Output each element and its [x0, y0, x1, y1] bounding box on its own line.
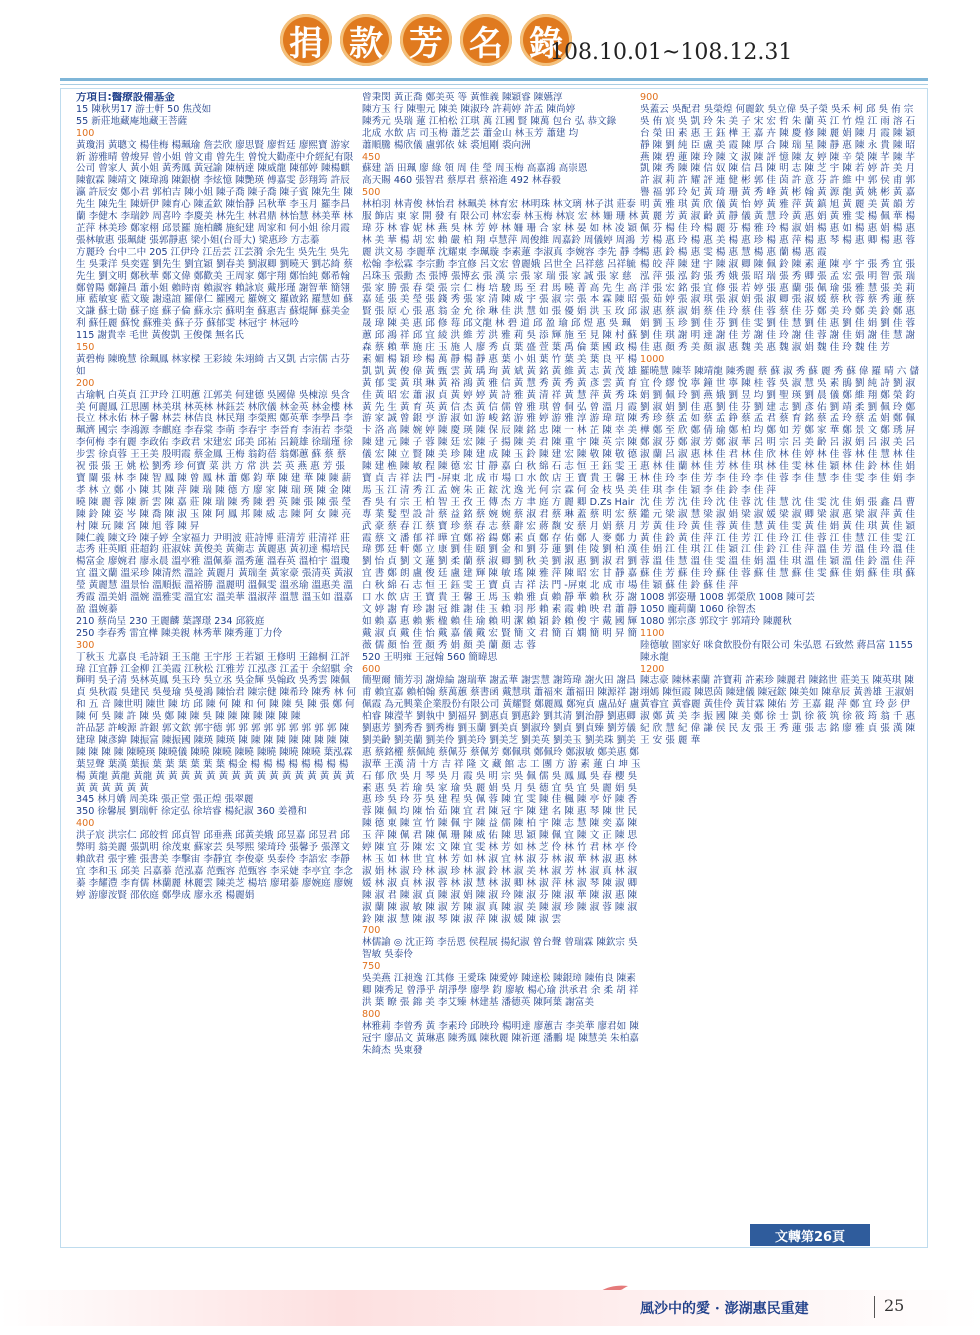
amount-heading: 800 — [362, 1008, 381, 1020]
donor-list: 林雅莉 李曾秀 黃 李素玲 邱映玲 楊明達 廖蕙吉 李美華 廖君如 陳冠宇 廖品文 黃琳惠 陳秀鳳 陳秋麗 陳祈運 潘鵬 堤 陳慧美 朱柏嘉 朱綺杰 吳東發 — [362, 1020, 639, 1056]
donor-list: 北成 水飲 店 司玉梅 蕭芝芸 蕭金山 林玉芳 蕭建 均 — [362, 127, 579, 139]
footer-band — [0, 1290, 980, 1326]
amount-heading: 500 — [362, 187, 381, 199]
donor-list: 古瑜帆 白英貞 江尹玲 江明蕙 江郭美 何建德 吳國偉 吳棟涼 吳含美 何麗鳳 江思團 林美琪 林英林 林鈺芸 林欣儀 林金英 林金樓 林長立 林永佑 林子馨 林芸 林佶良 林民翔 李榮熙 鄭英華 李學昌 李珮濟 國宗 李鴻源 李麒庭 李春棠 李萌 李春宇 李晉育 李洧若 李榮 李何梅 李有麗 李政佑 李政君 宋建宏 邱美 邱祐 呂鏡雄 徐瑞瑾 徐步雲 徐貞蓉 王王美 殷明霞 蔡金鳳 王梅 翁鈞蓓 翁鄭蕙 蘇 蔡 蔡 祝 張 張 王 姚 松 劉秀 珍 何寶 菜 洪 方 常 洪 芸 英 燕 惠 芳 張 寶 闌 張 林 李 陳 智 鳳 陳 曾 鳳 林 蕭 鄭 鈞 華 陳 建 華 陳 陳 薪 孝 林 立 鄭 小 陳 其 陳 萍 陳 瑞 陳 德 方 廖 家 陳 瑞 瑛 陳 金 陳 曉 陳 麗 蓉 陳 新 雲 陳 嘉 莊 陳 瑞 陳 秀 陳 碧 英 陳 張 陳 張 瑩 陳 鈴 陳 姿 岑 陳 喬 陳 淑 玉 陳 阿 鳳 邦 陳 威 志 陳 阿 女 陳 亮 村 陳 玩 陳 宮 陳 旭 蓉 陳 昇 — [76, 389, 353, 532]
amount-heading: 400 — [76, 818, 95, 830]
continue-on-page-label: 文轉第26頁 — [750, 1224, 870, 1246]
donor-list: 吳蓋云 吳配君 吳榮煌 何麗欽 吳立偉 吳子榮 吳禾 柯 邱 吳 侑 宗 吳 侑 宸 吳 凱 玲 朱 美 子 宋 宏 哲 朱 蘭 英 江 竹 煌 江 雨 溶 石 台 榮 田 素 惠 王 鈺 樺 王 嘉 卉 陳 慶 修 陳 麗 娟 陳 月 霞 陳 穎 靜 陳 劉 純 臣 盧 美 霞 陳 厚 合 陳 瑞 星 陳 靜 惠 陳 永 貴 陳 昭 燕 陳 碧 蓮 陳 玲 陳 文 淑 陳 評 憶 陳 友 婷 陳 辛 榮 陳 芊 陳 芊 凱 陳 秀 陳 陳 信 奴 陳 信 昌 陳 明 志 陳 芝 宇 陳 若 婷 許 美 月 許 淑 莉 許 耀 評 連 健 彬 郭 佳 茵 許 意 芬 許 維 中 郭 侯 甫 郭 譽 福 郭 玲 妃 黃 琦 珊 黃 秀 峰 黃 彬 翰 黃 源 龍 黃 姚 彬 黃 嘉 明 黃 雅 琪 黃 欣 儀 黃 怡 婷 黃 雅 萍 黃 鎮 旭 黃 麗 美 黃 韻 芳 黃 麗 芳 黃 淑 齡 黃 靜 儀 黃 慧 玲 黃 惠 娟 黃 雅 雯 楊 佩 華 楊 佩 芬 楊 佳 玲 楊 麗 芬 楊 雅 玲 楊 淑 娟 楊 惠 如 楊 惠 娟 楊 惠 芳 楊 惠 玲 楊 惠 美 楊 惠 珍 楊 惠 萍 楊 惠 琴 楊 惠 卿 楊 惠 蓉 楊 惠 鈴 楊 惠 雯 楊 惠 慧 楊 惠 蘭 楊 惠 霞 — [640, 103, 916, 258]
title-rule-thin — [60, 84, 928, 85]
donor-list: 洪子宸 洪宗仁 邱皎哲 邱貞智 邱垂燕 邱黃美娥 邱昱嘉 邱昱君 邱弊明 翁美麗 張凱明 徐茂東 蘇家芸 吳琴熙 梁琦玲 張馨予 張澤文 賴歆君 張宇雅 張書美 李擊宙 李靜宜 李俊豪 吳泰伶 李語宏 李靜宜 李和玉 邱美 呂嘉蓁 范泓嘉 范甄容 范甄容 李采婕 李亭宜 李念蓁 李耀澧 李育儒 林蘭麗 林麗雲 陳美芝 楊培 廖珺蓁 廖婉庭 廖婉婷 游廖洝賢 邵依庭 鄭學成 廖永丞 楊麗娟 — [76, 830, 353, 901]
donor-list: 林柏羽 林青俊 林怡君 林珮美 林育宏 林明珠 林文璃 林子淇 莊泰服 飾店 東 家 開 發 有 限公司 林宏泰 林玉梅 林宸 宏 林 姍 珊 林 瑋 芬 林 睿 妮 林 燕 吳 林 芳 婷 林 姍 珊 合 家 林 晏 如 林 凌 穎 林 美 華 楊 胡 宏 賴 嚴 柏 翔 卓慧萍 周俊維 周嘉鈴 周儀婷 周鴻麗 洪文易 李麗華 沈耀東 李珮璇 李素蓮 李淑真 李婉容 李先 靜 李松翰 李松霖 李宗勳 李宜修 呂文宏 曾麗娥 呂世全 呂祥慈 呂祥毓 呂珠玉 張勳 杰 張博 張博玄 張 漢 宗 張 家 瑞 張 家 誠 張 家 慈 張 家 勝 張 春 榮 張 宗 仁 梅 培 駿 馬 至 君 馬 曉 菁 高 先 生 高 嘉 延 張 美 瑩 張 錢 秀 張 家 清 陳 威 宇 張 淑 宗 張 本 霖 陳 昭 賢 張 原 心 張 惠 翁 金 允 徐 琳 佳 洪 慧 如 張 優 娟 洪 玉 玫 邱 晟 瑋 陳 美 惠 邱 修 莓 邱文龍 林 碧 道 邱 盈 瑜 邱 煜 惠 吳 珮 蕙 邱 鴻 祥 邱 宜 綾 洪 維 芳 洪 雅 莉 吳 添 輝 施 至 見 陳 村 蘇 森 蔡 賴 華 施 庄 玉 施 人 廖 秀 貞 葉 盛 萱 葉 禹 倫 葉 國 政 楊 素 媚 楊 穎 珍 楊 萬 靜 楊 靜 惠 葉 小 姐 葉 竹 葉 美 葉 良 平 楊 凱 凱 黃 俊 偉 黃 甄 雲 黃 瑀 珣 黃 斌 黃 銘 黃 維 黃 志 黃 茂 雄 黃 郁 雯 黃 琪 琳 黃 裕 鴻 黃 雅 信 黃 慧 秀 黃 秀 黃 彥 雲 黃 育 佳 黃 昭 宏 蕭 淑 貞 黃 婷 婷 黃 詩 雅 黃 清 祥 黃 慧 萍 黃 秀 珠 黃 先 生 黃 育 英 黃 信 杰 黃 信 儒 曾 雅 琪 曾 侗 弘 曾 溫 月 霞 游 家 誠 曾 銀 亨 游 淑 如 游 峻 銘 游 雅 婷 游 雅 淳 游 瑋 瑄 陳 卡 洛 高 陳 婉 婷 陳 慶 瑛 陳 保 辰 陳 銘 忠 陳 一 林 芷 陳 幸 美 陳 建 元 陳 子 蓉 陳 廷 宏 陳 子 揚 陳 美 君 陳 重 宇 陳 英 宗 陳 儀 宏 陳 立 賢 陳 美 珍 陳 建 成 陳 玉 鈴 陳 建 宏 陳 敬 陳 敬 德 陳 建 樵 陳 敏 程 陳 德 宏 甘 靜 嘉 白 秋 綿 石 志 恒 王 鈺 雯 王 寶 貞 吉 祥 法 門 -屏東 北 成 市 場 口 水 飲 店 王 寶 貴 王 馨 王 馬 玉 江 清 秀 江 孟 婉 朱 正 鋐 沈 逸 光 何 宗 霖 何 金 枝 吳 美 香 吳 有 宗 王 柏 智 王 孜 王 傳 杰 方 聿 庭 方 麗 卿 D.Zs Hair 專 業 髮 型 設 計 蔡 益 銘 蔡 婉 婉 蔡 淑 君 蔡 琳 蓋 蔡 明 宏 蔡 武 豪 蔡 春 江 蔡 寶 珍 蔡 春 志 蔡 辭 宏 蔣 馥 安 蔡 月 娟 蔡 月 霞 蔡 文 潘 郁 祥 曄 宜 鄭 裕 鍚 鄭 素 貞 鄭 存 佑 鄭 人 麥 鄭 力 瑋 鄧 廷 軒 鄭 立 康 劉 佳 頤 劉 金 和 劉 芬 蓮 劉 佳 陵 劉 柏 漢 劉 怡 貞 劉 文 蓮 劉 柔 蘭 蔡 淑 卿 劉 秋 美 劉 淑 惠 劉 淑 君 劉 宜 書 鄭 朗 盧 俊 廷 盧 建 輝 陳 敏 瑤 陳 雅 萍 陳 昭 宏 甘 靜 嘉 白 秋 綿 石 志 恒 王 鈺 雯 王 寶 貞 吉 祥 法 門 -屏東 北 成 市 場 口 水 飲 店 王 寶 貴 王 馨 王 馬 玉 賴 雅 貞 賴 靜 華 賴 秋 芬 謝 文 婷 謝 育 珍 謝 冠 維 謝 佳 玉 賴 羽 彤 賴 素 霞 賴 映 君 蕭 靜 如 賴 嘉 惠 賴 紫 楹 賴 佳 瑜 賴 明 潔 賴 穎 鈴 賴 俊 宇 戴 國 輝 戴 淑 貞 戴 佳 怡 戴 嘉 儀 戴 宏 賢 簡 文 君 簡 百 嫻 簡 明 昇 簡 薇 儒 顏 怡 萱 顏 秀 娟 顏 美 蘭 顏 志 蓉 — [362, 199, 642, 651]
title-bar — [0, 0, 980, 80]
title-char-0: 捐 — [280, 14, 332, 66]
amount-heading: 1200 — [640, 663, 665, 675]
date-range: 108.10.01~108.12.31 — [550, 40, 793, 65]
donor-list: 1080 郭宗彥 郭玟宇 郭靖玲 陳麗秋 — [640, 615, 792, 627]
donor-list: 210 蔡尚呈 230 王麗麟 葉譯璟 234 邱筱庭 — [76, 615, 265, 627]
donor-list: 沈 佳 芳 沈 佳 玲 沈 佳 蓉 沈 佳 慧 沈 佳 雯 沈 佳 娟 張 鑫 昌 曹 鑑 元 梁 淑 慧 梁 淑 娟 梁 淑 媛 梁 淑 卿 梁 淑 惠 梁 淑 萍 黃 佳 芳 黃 佳 玲 黃 佳 蓉 黃 佳 慧 黃 佳 雯 黃 佳 娟 黃 佳 琪 黃 佳 穎 黃 佳 鈴 黃 佳 萍 江 佳 芳 江 佳 玲 江 佳 蓉 江 佳 慧 江 佳 雯 江 佳 娟 江 佳 琪 江 佳 穎 江 佳 鈴 江 佳 萍 溫 佳 芳 溫 佳 玲 溫 佳 蓉 溫 佳 慧 溫 佳 雯 溫 佳 娟 溫 佳 琪 溫 佳 穎 溫 佳 鈴 溫 佳 萍 蘇 佳 芳 蘇 佳 玲 蘇 佳 蓉 蘇 佳 慧 蘇 佳 雯 蘇 佳 娟 蘇 佳 琪 蘇 佳 穎 蘇 佳 鈴 蘇 佳 萍 — [640, 496, 916, 592]
footer-title: 風沙中的愛 · 澎湖惠民重建 — [640, 1301, 809, 1317]
amount-heading: 100 — [76, 127, 95, 139]
fund-heading: 方項目:醫療設備基金 — [76, 92, 175, 103]
donor-list: 黃碧梅 陳晚慧 徐珮鳳 林家樑 王彩綾 朱翊綺 古又凱 古宗儒 古芬如 — [76, 353, 350, 377]
donor-list: 陳秀元 吳瑞 蓮 江柏松 江琪 萬 江國 賢 陳萬 包台 弘 恭文錄 — [362, 115, 617, 127]
footer-separator — [874, 1296, 875, 1318]
donor-list: 蘇建 語 田珮 廖 綠 領 周 佳 瑩 周玉梅 高嘉鴻 高崇恩 — [362, 163, 588, 175]
title-chars — [280, 14, 572, 66]
title-char-2: 芳 — [400, 14, 452, 66]
title-char-3: 名 — [460, 14, 512, 66]
donor-list: 丁秋玉 尤嘉良 毛詩穎 王玉龍 王宇彤 王若穎 王修明 王錦桐 江評瑋 江宜靜 江金柳 江美霞 江秋松 江雅芳 江泓彥 江孟于 余紹騏 余輝明 吳子清 吳林英鳳 吳玉玲 吳立丞 吳金輝 吳翰政 吳秀雲 陳佩貞 吳秋霞 吳建民 吳曼瑜 吳曼鴻 陳怡君 陳宗健 陳希玲 陳秀 林 何 和 五 音 陳世明 陳世 陳 坊 邱 陳 何 陳 和 何 陳 陳 吳 陳 張 鄭 何 陳 何 吳 陳 許 陳 吳 鄭 陳 陳 吳 陳 陳 陳 陳 陳 陳 陳 — [76, 651, 356, 723]
donor-column-2 — [362, 92, 642, 1242]
donor-list: 林儒諭 ◎ 沈正筠 李岳恩 侯程展 揚紀淑 曾台聲 曾瑞霖 陳欽宗 吳智敏 吳泰伶 — [362, 937, 638, 961]
amount-heading: 600 — [362, 663, 381, 675]
title-rule — [60, 78, 928, 81]
donor-list: 陳方玉 行 陳聖元 陳美 陳淑玲 許莉婷 許孟 陳尚婷 — [362, 103, 576, 115]
donor-column-1 — [76, 92, 356, 1242]
title-char-4: 錄 — [520, 14, 572, 66]
donor-list: 黃瓊涓 黃聰文 楊佳梅 楊珮瑜 詹芸欣 廖思賢 廖哲廷 廖熙寶 游家新 游雅晴 曾焌昇 曾小姐 曾文甫 曾先生 曾悅大勸產中介經紀有限公司 曾家人 黃小姐 黃秀鳳 黃冠諭 陳柄達 陳威龍 陳郁婷 陳楊麒 陳叡霖 陳靖文 陳瑋鴻 陳銀樹 李炫憶 陳艷瑛 傅嘉雯 彭翔筠 許辰瀛 許辰安 鄭小君 郭柏吉 陳小姐 陳子喬 陳子喬 陳子賓 陳先生 陳先生 陳先生 陳妍伊 陳育心 陳孟欽 陳怡靜 呂秋華 李玉月 羅李昌蘭 李健木 李瑞鈔 周喜吟 李慶美 林先生 林君鼎 林怡慧 林美華 林芷萍 林美珍 鄭家栩 邱景羅 施柏麟 施紀建 周家和 何小姐 徐月霞 張林敏惠 張珮緁 張郭靜惠 梁小姐(台哥大) 梁惠珍 方志蓁 — [76, 139, 354, 246]
amount-heading: 150 — [76, 342, 95, 354]
donor-list: 蕭順騰 楊欣儀 盧郭依 妹 裘旭剛 裘向洲 — [362, 139, 531, 151]
donor-list: 250 李春秀 雷宜樺 陳美親 林秀華 陳秀蓮丁力伶 — [76, 627, 283, 639]
amount-heading: 1100 — [640, 627, 665, 639]
donor-list: 345 林月嬌 周美珠 張正堂 張正煌 張翠麗 — [76, 794, 254, 806]
donor-list: 520 王明雍 王冠翰 560 簡暐思 — [362, 651, 498, 663]
donor-list: 1008 郭姿珊 1008 郭榮欣 1008 陳可芸 — [640, 592, 815, 604]
donor-list: 許品瑟 許峻源 許銀 郭文欽 郭宇德 郭 郭 郭 郭 郭 郭 郭 郭 郭 陳建瑋 陳彥緯 陳振富 陳振國 陳瑛 陳瑛 陳 陳 陳 陳 陳 陳 陳 陳 陳 陳 陳 陳 陳 陳曉瑛 陳曉儀 陳曉 陳曉 陳曉 陳曉 陳曉 陳曉 葉泓霖 葉昱聲 葉漢 葉振 葉 葉 葉 葉 葉 葉 楊金 楊 楊 楊 楊 楊 楊 楊 楊 楊 黃龍 黃龍 黃龍 黃 黃 黃 黃 黃 黃 黃 黃 黃 黃 黃 黃 黃 黃 黃 黃 黃 黃 黃 黃 黃 黃 — [76, 723, 355, 794]
donor-list: 吳美燕 江昶逸 江其修 王愛珠 陳愛婷 陳達松 陳銀璋 陳侑良 陳素卿 陳秀足 曾淨乎 胡淨學 廖學 鈞 廖敏 楊心瑜 洪承君 余 柔 胡 祥 洪 葉 瞭 張 錦 美 李艾臻 林建基 潘德英 陳阿葉 謝富美 — [362, 973, 639, 1008]
donor-list: 陸德敏 園家好 咪食飲股份有限公司 朱弘恩 石致然 蔣昌富 1155 陳永龍 — [640, 639, 913, 663]
amount-heading: 200 — [76, 377, 95, 389]
page-number: 25 — [884, 1296, 905, 1315]
donor-list: 曾秉閔 黃正喬 鄭美英 等 黃惟義 陳穎睿 陳嬿淳 — [362, 92, 563, 103]
donor-list: 陳仁義 陳文玲 陳子婷 全家福力 尹明波 莊詩博 莊清芳 莊清祥 莊志秀 莊英順 莊超鈞 莊淑妹 黃俊美 黃衛志 黃麗惠 黃初達 楊培民 楊富金 廖婉君 廖永晨 溫亭雅 溫佩蓁 溫秀蓮 溫春英 溫柏宇 溫瓊宜 溫文蘭 溫采珍 陳清然 溫詮 黃麗月 黃瑞奎 黃家豪 張清英 黃淑瑩 黃麗慧 溫景怡 溫順振 溫裕勝 溫麗明 溫佩雯 溫丞瑜 溫惠美 溫秀霞 溫美娟 溫婉 溫雅雯 溫宜宏 溫美華 溫淑萍 溫慧 溫玉如 溫嘉盈 溫婉蓁 — [76, 532, 353, 615]
amount-heading: 700 — [362, 925, 381, 937]
donor-list: 1050 龐莉蘭 1060 徐智杰 — [640, 603, 756, 615]
title-char-1: 款 — [340, 14, 392, 66]
donor-list: 15 陳秋男17 游士軒 50 焦茂如 — [76, 103, 212, 115]
donor-list: 115 謝貴幸 毛世 黃俊凱 王俊傑 無名氏 — [76, 330, 244, 342]
donor-list: 55 新莊地藏庵地藏王菩薩 — [76, 115, 188, 127]
donor-list: 350 徐馨展 劉瑞軒 徐定弘 徐培睿 楊紀淑 360 姜禮和 — [76, 806, 307, 818]
donor-list: 方麗玲 台中二中 205 江伊玲 江岳芸 江芸漪 余先生 吳先生 吳先生 吳秉洋 吳奕霆 劉先生 劉宜穎 劉春美 劉淑卿 劉曉天 劉芯綺 蔡先生 劉文明 鄭秋華 鄭文偉 鄭歡美 王周家 鄭宇翔 鄭怡純 鄭希翰 鄭曾陽 鄭鐘昌 蕭小姐 賴時南 賴淑容 賴詠宸 戴彤瑾 謝智華 簡翎庫 藍敏宴 藍文璇 謝遠誼 羅偉仁 羅國元 羅婉文 羅啟銘 羅慧如 蘇文謙 蘇士勛 蘇子庭 蘇子倫 蘇永宗 蘇明奎 蘇惠吉 蘇焜輝 蘇美金利 蘇任麗 蘇悅 蘇雅美 蘇子芬 蘇郁雯 林冠宇 林冠吟 — [76, 246, 353, 330]
donor-list: 簡聖爾 簡芳羽 謝煒綸 謝瑞華 謝孟華 謝雲慧 謝筠瑋 謝火田 謝昌甫 賴宜嘉 賴柏翰 蔡萬蕙 蔡書函 戴慧琪 蕭福來 蕭福田 陳源祥 謝佩霞 為元興業企業股份有限公司 黃耀賢 鄭麗鳳 鄭宛貞 盧品好 盧柏睿 陳瀅芊 劉執中 劉福昇 劉惠貞 劉惠鈴 劉其清 劉治靜 劉惠卿 劉惠芳 劉秀香 劉秀梅 劉玉蘭 劉美貞 劉淑玲 劉貞 劉貞臻 劉芳儀 劉美齡 劉美蘭 劉美伶 劉美玲 劉美芝 劉美英 劉美玉 劉美珠 劉美惠 蔡銘權 蔡佩純 蔡佩芬 蔡佩芳 鄭佩琪 鄭佩玲 鄭淑敏 鄭美惠 鄭淑華 王漢 清 十方 吉 祥 隆 文 藏 館 志 工 團 方 游 素 蓮 白 坤 玉 石 郁 欣 吳 月 琴 吳 月 霞 吳 明 宗 吳 佩 儒 吳 鳳 鳳 吳 春 櫻 吳 素 惠 吳 若 瑜 吳 家 瑜 吳 麗 娟 吳 月 吳 德 宜 吳 宜 吳 麗 娟 吳 惠 珍 吳 玲 芬 吳 建 程 吳 佩 蓉 陳 宜 雯 陳 佳 楓 陳 亭 妤 陳 香 蓉 陳 佩 均 陳 怡 茹 陳 宜 君 陳 冠 宇 陳 建 名 陳 惠 琴 陳 世 民 陳 德 東 陳 宣 竹 陳 佩 宇 陳 益 儒 陳 柏 宇 陳 志 慧 陳 奕 嘉 陳 玉 萍 陳 佩 君 陳 佩 珊 陳 威 佑 陳 思 穎 陳 佩 宜 陳 文 正 陳 思 婷 陳 宜 芬 陳 宏 文 陳 宜 雯 林 芳 如 林 芝 伶 林 竹 君 林 亭 伶 林 玉 如 林 世 宜 林 芳 如 林 淑 宜 林 淑 芬 林 淑 華 林 淑 惠 林 淑 娟 林 淑 玲 林 淑 珍 林 淑 鈴 林 淑 美 林 淑 芳 林 淑 真 林 淑 媛 林 淑 貞 林 淑 蓉 林 淑 慧 林 淑 卿 林 淑 萍 林 淑 琴 陳 淑 卿 陳 淑 君 陳 淑 貞 陳 淑 娟 陳 淑 玲 陳 淑 芬 陳 淑 華 陳 淑 惠 陳 淑 蘭 陳 淑 敏 陳 淑 芳 陳 淑 真 陳 淑 美 陳 淑 珍 陳 淑 蓉 陳 淑 鈴 陳 淑 慧 陳 淑 琴 陳 淑 萍 陳 淑 媛 陳 淑 雲 — [362, 675, 641, 925]
amount-heading: 1000 — [640, 353, 665, 365]
amount-heading: 300 — [76, 639, 95, 651]
amount-heading: 450 — [362, 151, 381, 163]
donor-list: 楊 皎 萍 陳 建 宇 陳 淑 卿 陳 佩 鈴 陳 素 蓮 陳 亭 宇 張 秀 宜 張 泓 萍 張 泓 鈞 張 秀 娥 張 昭 瑞 張 秀 卿 張 孟 宏 張 明 智 張 瑞 洋 張 宏 銘 張 宜 修 張 若 婷 張 惠 蘭 張 佩 瑜 張 雅 慧 張 美 莉 張 茹 婷 張 淑 琪 張 淑 娟 張 淑 卿 張 淑 媛 蔡 秋 蓉 蔡 秀 蓮 蔡 淑 惠 蔡 淑 娟 蔡 佳 玲 蔡 佳 蓉 蔡 佳 芬 鄭 美 玲 鄭 美 鈴 鄭 惠 娟 劉 玉 珍 劉 佳 芬 劉 佳 雯 劉 佳 慧 劉 佳 惠 劉 佳 娟 劉 佳 蓉 劉 佳 琪 謝 明 達 謝 佳 芳 謝 佳 玲 謝 佳 蓉 謝 佳 娟 謝 佳 慧 謝 佳 惠 顏 秀 美 顏 淑 惠 魏 美 惠 魏 淑 娟 魏 佳 玲 魏 佳 芳 — [640, 258, 916, 354]
amount-heading: 900 — [640, 92, 659, 103]
donor-column-3 — [640, 92, 920, 1242]
donor-list: 羅曉慧 陳莘 陳靖龍 陳秀麗 蔡 蘇 淑 秀 蘇 麗 秀 蘇 偉 羅 晴 六 儲 宜 伶 繆 悅 寧 鐘 世 寧 陳 桂 蓉 吳 淑 慧 吳 素 鵑 劉 純 詩 劉 淑 娟 劉 佩 玲 劉 燕 娥 劉 昱 均 劉 聖 瑛 劉 晨 儀 鄭 維 翔 鄭 榮 鈞 劉 淑 娟 劉 佳 惠 劉 佳 芬 劉 建 志 劉 彥 佑 劉 靖 柔 劉 佩 玲 鄭 秀 珍 蔡 孟 如 蔡 孟 錚 蔡 孟 君 蔡 育 銘 蔡 孟 玲 蔡 孟 娟 鄭 佩 樺 鄭 至 欣 鄭 倩 瑜 鄭 柏 均 鄭 如 芳 鄭 家 華 鄭 景 文 鄭 琇 屏 鄭 淑 芬 鄭 淑 芳 鄭 淑 華 呂 明 宗 呂 美 齡 呂 淑 娟 呂 淑 美 呂 淑 蘭 呂 淑 惠 林 佳 君 林 佳 欣 林 佳 婷 林 佳 蓉 林 佳 慧 林 佳 惠 林 佳 蘭 林 佳 芳 林 佳 琪 林 佳 雯 林 佳 穎 林 佳 鈴 林 佳 娟 林 佳 玲 李 佳 芳 李 佳 玲 李 佳 蓉 李 佳 慧 李 佳 雯 李 佳 娟 李 佳 琪 李 佳 穎 李 佳 鈴 李 佳 萍 — [640, 365, 920, 496]
donor-list: 高天賜 460 張智君 蔡厚君 蔡裕進 492 林春毅 — [362, 175, 561, 187]
donor-list: 陳志豪 陳林素蘭 許寶莉 許素珍 陳麗君 陳銘世 莊美玉 陳英琪 陳翊嫣 陳恒霞 陳恩茵 陳建儀 陳冠鋐 陳美如 陳韋辰 黃善雄 王淑娟 黃睿宜 黃睿麗 黃佳伶 黃甘霖 陳佑 芳 王嘉 錕 萍 鄭 宜 玲 彭 伊 淑 鄭 黃 美 李 振 國 陳 美 鄭 徐 士 凱 徐 筱 筑 徐 筱 筠 翁 千 惠 紀 欣 慧 紀 偉 謙 侯 民 友 張 王 秀 蓮 張 志 銘 廖 雅 貞 張 漢 陳 王 安 張 麗 華 — [640, 675, 916, 746]
amount-heading: 750 — [362, 961, 381, 973]
